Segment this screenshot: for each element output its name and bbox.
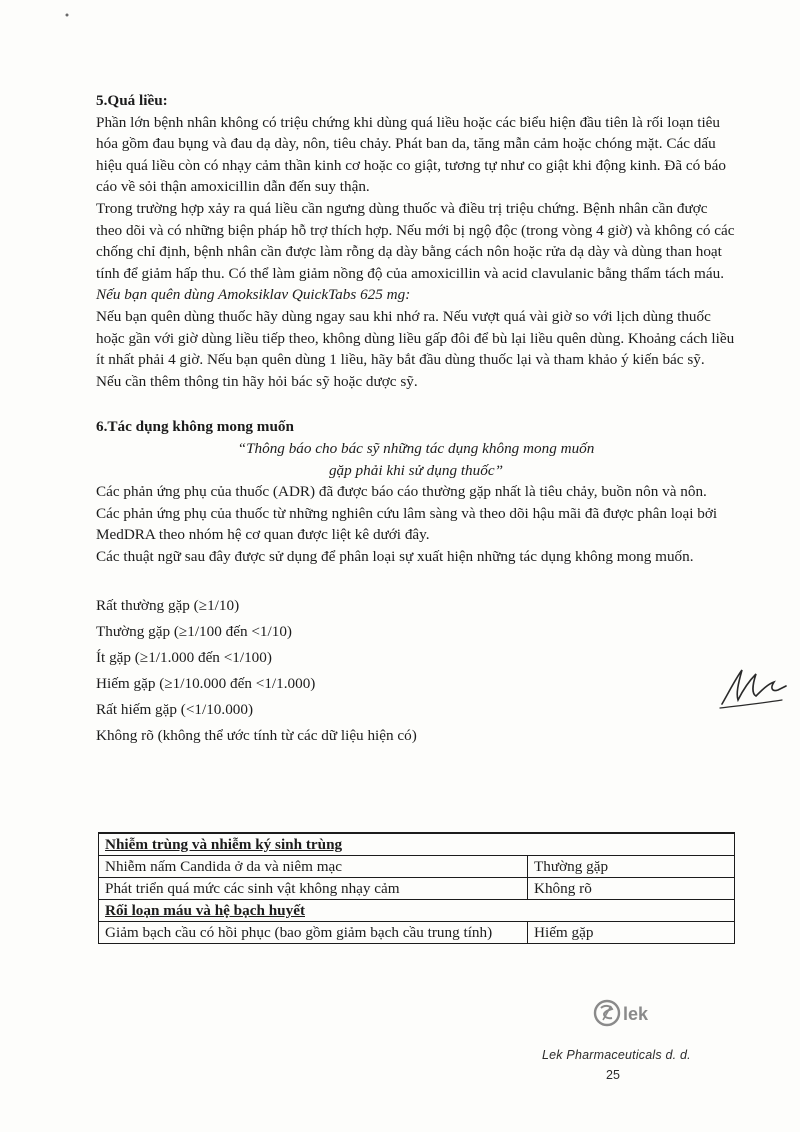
svg-text:lek: lek xyxy=(623,1004,649,1024)
section5-para1: Phần lớn bệnh nhân không có triệu chứng khi dùng quá liều hoặc các biểu hiện đầu tiên là rối loạn tiêu hóa gồm đau bụng và đau dạ dày, nôn, tiêu chảy. Phát ban da, tăng mẫn cảm hoặc chóng mặt. Các dấu hiệu quá liều còn có nhạy cảm thần kinh cơ hoặc co giật, tương tự như co giật khi động kinh. Đã có báo cáo về sỏi thận amoxicillin dẫn đến suy thận. xyxy=(96,113,726,196)
table-cell-term: Giảm bạch cầu có hồi phục (bao gồm giảm bạch cầu trung tính) xyxy=(99,922,528,944)
lek-logo-icon xyxy=(592,996,662,1030)
table-cell-term: Nhiễm nấm Candida ở da và niêm mạc xyxy=(99,856,528,878)
table-section-infections: Nhiễm trùng và nhiễm ký sinh trùng xyxy=(99,833,735,856)
section6-para1: Các phản ứng phụ của thuốc (ADR) đã được báo cáo thường gặp nhất là tiêu chảy, buồn nôn và nôn. xyxy=(96,483,707,501)
frequency-list xyxy=(96,593,736,749)
frequency-item: Rất hiếm gặp (<1/10.000) xyxy=(96,701,254,719)
table-row xyxy=(99,922,735,944)
missed-dose-heading: Nếu bạn quên dùng Amoksiklav QuickTabs 625 mg: xyxy=(96,286,411,304)
frequency-item: Thường gặp (≥1/100 đến <1/10) xyxy=(96,623,292,641)
table-cell-frequency: Thường gặp xyxy=(528,856,735,878)
document-body xyxy=(96,90,736,749)
section6-quote-line1: “Thông báo cho bác sỹ những tác dụng không mong muốn xyxy=(237,439,595,457)
page-number: 25 xyxy=(606,1068,620,1082)
table-section-row xyxy=(99,900,735,922)
frequency-item: Rất thường gặp (≥1/10) xyxy=(96,597,240,615)
table-cell-frequency: Hiếm gặp xyxy=(528,922,735,944)
section6-heading: 6.Tác dụng không mong muốn xyxy=(96,418,294,436)
handwritten-signature xyxy=(716,660,792,712)
adr-table xyxy=(98,832,735,944)
section6-para3: Các thuật ngữ sau đây được sử dụng để phân loại sự xuất hiện những tác dụng không mong muốn. xyxy=(96,547,694,565)
section5-para4: Nếu cần thêm thông tin hãy hỏi bác sỹ hoặc dược sỹ. xyxy=(96,372,418,390)
company-name: Lek Pharmaceuticals d. d. xyxy=(542,1048,691,1062)
scan-speck xyxy=(64,12,70,18)
frequency-item: Ít gặp (≥1/1.000 đến <1/100) xyxy=(96,649,272,667)
table-row xyxy=(99,878,735,900)
table-cell-term: Phát triển quá mức các sinh vật không nhạy cảm xyxy=(99,878,528,900)
frequency-item: Hiếm gặp (≥1/10.000 đến <1/1.000) xyxy=(96,675,316,693)
section6-para2: Các phản ứng phụ của thuốc từ những nghiên cứu lâm sàng và theo dõi hậu mãi đã được phân loại bởi MedDRA theo nhóm hệ cơ quan được liệt kê dưới đây. xyxy=(96,504,718,544)
table-section-blood: Rối loạn máu và hệ bạch huyết xyxy=(99,900,735,922)
section6-quote-line2: gặp phải khi sử dụng thuốc” xyxy=(328,461,504,479)
section5-para3: Nếu bạn quên dùng thuốc hãy dùng ngay sau khi nhớ ra. Nếu vượt quá vài giờ so với lịch dùng thuốc hoặc gần với giờ dùng liều tiếp theo, không dùng liều gấp đôi để bù lại liều quên dùng. Khoảng cách liều ít nhất phải 4 giờ. Nếu bạn quên dùng 1 liều, hãy bắt đầu dùng thuốc lại và tham khảo ý kiến bác sỹ. xyxy=(96,307,735,369)
section5-heading: 5.Quá liều: xyxy=(96,92,168,109)
table-section-row xyxy=(99,833,735,856)
frequency-item: Không rõ (không thể ước tính từ các dữ liệu hiện có) xyxy=(96,727,417,745)
table-cell-frequency: Không rõ xyxy=(528,878,735,900)
table-row xyxy=(99,856,735,878)
section5-para2: Trong trường hợp xảy ra quá liều cần ngưng dùng thuốc và điều trị triệu chứng. Bệnh nhân cần được theo dõi và có những biện pháp hỗ trợ thích hợp. Nếu mới bị ngộ độc (trong vòng 4 giờ) và không có các chống chỉ định, bệnh nhân cần được làm rỗng dạ dày bằng cách nôn hoặc rửa dạ dày và dùng than hoạt tính để giảm hấp thu. Có thể làm giảm nồng độ của amoxicillin và acid clavulanic bằng thẩm tách máu. xyxy=(96,199,735,282)
lek-logo xyxy=(592,996,662,1030)
